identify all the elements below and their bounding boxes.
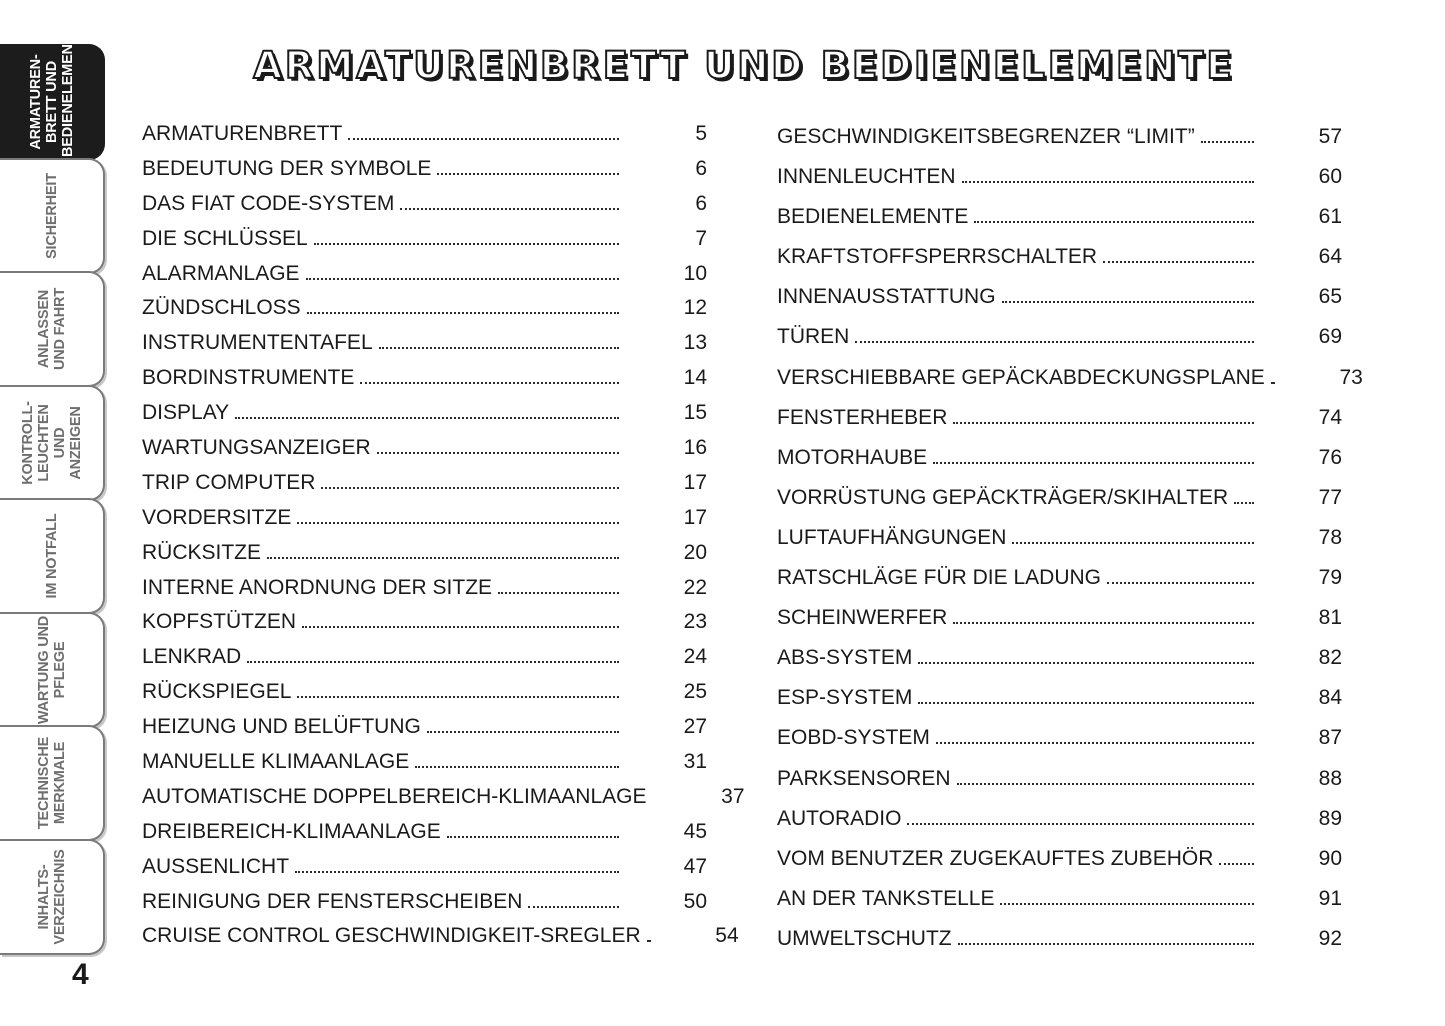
toc-entry[interactable]	[777, 678, 1342, 718]
toc-entry-title: EOBD-SYSTEM	[777, 726, 930, 750]
toc-entry[interactable]	[142, 675, 707, 710]
dot-leader	[415, 766, 619, 768]
dot-leader	[1103, 261, 1254, 263]
dot-leader	[302, 626, 619, 628]
toc-entry-page: 82	[1318, 646, 1342, 670]
toc-entry-title: TRIP COMPUTER	[142, 470, 316, 494]
toc-entry[interactable]	[142, 640, 707, 675]
dot-leader	[235, 417, 619, 419]
toc-entry[interactable]	[142, 605, 707, 640]
dot-leader	[295, 871, 619, 873]
toc-entry[interactable]	[777, 478, 1342, 518]
dot-leader	[437, 173, 619, 175]
toc-entry-title: HEIZUNG UND BELÜFTUNG	[142, 715, 421, 739]
toc-entry-page: 15	[683, 401, 707, 425]
toc-entry-page: 92	[1318, 926, 1342, 950]
dot-leader	[297, 522, 619, 524]
toc-entry-page: 54	[715, 924, 739, 948]
toc-entry[interactable]	[142, 152, 707, 187]
toc-entry-page: 73	[1339, 365, 1363, 389]
toc-entry-title: MOTORHAUBE	[777, 445, 928, 469]
dot-leader	[953, 422, 1254, 424]
toc-entry-page: 37	[721, 784, 745, 808]
toc-entry[interactable]	[777, 518, 1342, 558]
dot-leader	[314, 243, 619, 245]
toc-entry-page: 27	[683, 715, 707, 739]
toc-entry[interactable]	[777, 317, 1342, 357]
toc-entry-title: BORDINSTRUMENTE	[142, 366, 355, 390]
toc-entry[interactable]	[142, 745, 707, 780]
toc-entry[interactable]	[142, 850, 707, 885]
dot-leader	[1107, 582, 1254, 584]
tab-anlassen[interactable]	[0, 271, 105, 387]
toc-entry-page: 24	[683, 645, 707, 669]
toc-entry-title: BEDEUTUNG DER SYMBOLE	[142, 156, 432, 180]
toc-entry-title: KRAFTSTOFFSPERRSCHALTER	[777, 245, 1098, 269]
toc-entry-title: SCHEINWERFER	[777, 606, 948, 630]
toc-entry[interactable]	[777, 839, 1342, 879]
dot-leader	[400, 208, 619, 210]
toc-entry-title: CRUISE CONTROL GESCHWINDIGKEIT-SREGLER	[142, 924, 641, 948]
toc-entry[interactable]	[777, 879, 1342, 919]
toc-entry-title: GESCHWINDIGKEITSBEGRENZER “LIMIT”	[777, 125, 1195, 148]
toc-entry-title: INNENAUSSTATTUNG	[777, 285, 996, 309]
toc-entry[interactable]	[777, 358, 1363, 398]
dot-leader	[379, 347, 619, 349]
dot-leader	[307, 312, 619, 314]
toc-entry-page: 17	[683, 470, 707, 494]
toc-entry[interactable]	[777, 718, 1342, 758]
toc-entry[interactable]	[777, 558, 1342, 598]
toc-entry[interactable]	[777, 197, 1342, 237]
toc-entry-page: 74	[1318, 405, 1342, 429]
dot-leader	[933, 462, 1254, 464]
toc-entry-page: 12	[683, 296, 707, 320]
toc-entry-page: 17	[683, 505, 707, 529]
toc-entry[interactable]	[142, 780, 745, 815]
toc-entry-title: DISPLAY	[142, 401, 230, 425]
dot-leader	[974, 221, 1254, 223]
dot-leader	[377, 452, 619, 454]
dot-leader	[1002, 301, 1254, 303]
dot-leader	[918, 702, 1254, 704]
dot-leader	[1012, 542, 1254, 544]
dot-leader	[348, 138, 619, 140]
dot-leader	[1000, 903, 1254, 905]
toc-entry-page: 6	[695, 156, 707, 180]
toc-entry[interactable]	[777, 638, 1342, 678]
toc-entry-title: VORRÜSTUNG GEPÄCKTRÄGER/SKIHALTER	[777, 485, 1229, 509]
toc-entry[interactable]	[142, 885, 707, 920]
toc-entry-title: RÜCKSPIEGEL	[142, 680, 292, 704]
tab-label: ANLASSEN UND FAHRT	[35, 288, 68, 370]
toc-entry[interactable]	[142, 117, 707, 152]
toc-entry-page: 45	[683, 819, 707, 843]
toc-entry-title: RÜCKSITZE	[142, 540, 262, 564]
toc-entry[interactable]	[777, 398, 1342, 438]
toc-entry-page: 10	[683, 261, 707, 285]
toc-entry-title: LUFTAUFHÄNGUNGEN	[777, 525, 1007, 549]
toc-entry-title: TÜREN	[777, 325, 850, 349]
toc-entry-title: MANUELLE KLIMAANLAGE	[142, 750, 410, 774]
toc-entry-page: 88	[1318, 766, 1342, 790]
toc-entry-title: ALARMANLAGE	[142, 261, 300, 285]
dot-leader	[936, 742, 1254, 744]
dot-leader	[321, 487, 619, 489]
toc-entry-page: 23	[683, 610, 707, 634]
tab-kontroll[interactable]	[0, 385, 105, 501]
tab-inhalt[interactable]	[0, 839, 105, 955]
toc-entry-title: DIE SCHLÜSSEL	[142, 226, 308, 250]
toc-entry-page: 76	[1318, 445, 1342, 469]
toc-entry-page: 57	[1318, 125, 1342, 148]
toc-entry-page: 16	[683, 436, 707, 460]
toc-entry-title: VOM BENUTZER ZUGEKAUFTES ZUBEHÖR	[777, 846, 1214, 870]
tab-technische[interactable]	[0, 725, 105, 841]
toc-entry-title: ESP-SYSTEM	[777, 686, 913, 710]
toc-entry-page: 91	[1318, 886, 1342, 910]
toc-entry-page: 78	[1318, 525, 1342, 549]
dot-leader	[247, 661, 619, 663]
toc-entry-page: 60	[1318, 165, 1342, 189]
toc-entry[interactable]	[142, 501, 707, 536]
toc-entry[interactable]	[142, 257, 707, 292]
toc-entry-page: 65	[1318, 285, 1342, 309]
tab-label: SICHERHEIT	[43, 172, 60, 259]
toc-entry-title: KOPFSTÜTZEN	[142, 610, 297, 634]
toc-entry-page: 7	[695, 226, 707, 250]
toc-entry-title: ARMATURENBRETT	[142, 122, 343, 145]
toc-entry-page: 81	[1318, 606, 1342, 630]
toc-entry[interactable]	[142, 710, 707, 745]
dot-leader	[918, 662, 1254, 664]
toc-entry-page: 31	[683, 750, 707, 774]
toc-entry-title: AUTOMATISCHE DOPPELBEREICH-KLIMAANLAGE	[142, 784, 647, 808]
toc-entry-title: AUSSENLICHT	[142, 854, 290, 878]
toc-entry[interactable]	[142, 536, 707, 571]
toc-entry[interactable]	[777, 799, 1342, 839]
tab-sicherheit[interactable]	[0, 158, 105, 274]
toc-entry-title: VERSCHIEBBARE GEPÄCKABDECKUNGSPLANE	[777, 365, 1265, 389]
dot-leader	[957, 783, 1255, 785]
toc-entry[interactable]	[777, 919, 1342, 959]
toc-entry-title: FENSTERHEBER	[777, 405, 948, 429]
toc-entry-page: 50	[683, 889, 707, 913]
dot-leader	[1219, 863, 1254, 865]
toc-entry-title: VORDERSITZE	[142, 505, 292, 529]
toc-entry-title: ABS-SYSTEM	[777, 646, 913, 670]
toc-entry[interactable]	[142, 466, 707, 501]
toc-entry-title: WARTUNGSANZEIGER	[142, 436, 371, 460]
toc-entry[interactable]	[142, 187, 707, 222]
toc-entry-title: REINIGUNG DER FENSTERSCHEIBEN	[142, 889, 523, 913]
toc-entry-title: ZÜNDSCHLOSS	[142, 296, 301, 320]
dot-leader	[297, 696, 619, 698]
toc-entry-title: DAS FIAT CODE-SYSTEM	[142, 191, 395, 215]
toc-entry-title: INSTRUMENTENTAFEL	[142, 331, 373, 355]
tab-armaturenbrett[interactable]	[0, 26, 105, 160]
toc-entry-title: PARKSENSOREN	[777, 766, 951, 790]
dot-leader	[653, 801, 657, 803]
dot-leader	[907, 823, 1254, 825]
toc-entry-page: 90	[1318, 846, 1342, 870]
dot-leader	[267, 557, 619, 559]
toc-entry[interactable]	[777, 157, 1342, 197]
dot-leader	[1234, 502, 1254, 504]
toc-entry-page: 77	[1318, 485, 1342, 509]
toc-entry[interactable]	[777, 438, 1342, 478]
toc-entry[interactable]	[142, 431, 707, 466]
toc-entry-page: 25	[683, 680, 707, 704]
dot-leader	[427, 731, 619, 733]
tab-wartung[interactable]	[0, 612, 105, 728]
tab-label: INHALTS- VERZEICHNIS	[35, 848, 68, 945]
toc-entry-page: 6	[695, 191, 707, 215]
toc-entry-page: 69	[1318, 325, 1342, 349]
dot-leader	[1201, 141, 1254, 143]
toc-entry[interactable]	[777, 237, 1342, 277]
toc-entry-page: 87	[1318, 726, 1342, 750]
toc-entry-page: 5	[695, 122, 707, 145]
toc-entry-page: 64	[1318, 245, 1342, 269]
toc-entry[interactable]	[142, 815, 707, 850]
dot-leader	[528, 906, 619, 908]
toc-entry-title: RATSCHLÄGE FÜR DIE LADUNG	[777, 566, 1101, 590]
toc-entry[interactable]	[142, 222, 707, 257]
toc-entry-page: 14	[683, 366, 707, 390]
toc-entry-page: 13	[683, 331, 707, 355]
tab-label: ARMATUREN- BRETT UND BEDIENELEMENTE	[27, 26, 76, 157]
tab-notfall[interactable]	[0, 498, 105, 614]
toc-entry[interactable]	[777, 117, 1342, 157]
dot-leader	[855, 341, 1254, 343]
toc-entry[interactable]	[777, 759, 1342, 799]
toc-entry[interactable]	[777, 598, 1342, 638]
toc-entry-page: 84	[1318, 686, 1342, 710]
dot-leader	[953, 622, 1254, 624]
toc-entry[interactable]	[142, 291, 707, 326]
dot-leader	[498, 592, 619, 594]
toc-entry-title: INNENLEUCHTEN	[777, 165, 956, 189]
toc-entry-title: UMWELTSCHUTZ	[777, 926, 952, 950]
tab-label: IM NOTFALL	[43, 513, 60, 599]
toc-entry-title: AUTORADIO	[777, 806, 902, 830]
toc-entry-page: 79	[1318, 566, 1342, 590]
toc-left-column	[142, 117, 745, 954]
dot-leader	[306, 278, 619, 280]
toc-entry-title: DREIBEREICH-KLIMAANLAGE	[142, 819, 441, 843]
toc-entry[interactable]	[777, 277, 1342, 317]
toc-entry[interactable]	[142, 326, 707, 361]
toc-right-column	[777, 117, 1363, 959]
toc-entry-page: 89	[1318, 806, 1342, 830]
dot-leader	[447, 836, 619, 838]
page-title: ARMATURENBRETT UND BEDIENELEMENTE	[253, 44, 1235, 87]
dot-leader	[958, 943, 1254, 945]
toc-entry-title: INTERNE ANORDNUNG DER SITZE	[142, 575, 493, 599]
toc-entry-title: AN DER TANKSTELLE	[777, 886, 995, 910]
dot-leader	[962, 181, 1254, 183]
tab-label: WARTUNG UND PFLEGE	[35, 615, 68, 724]
toc-entry[interactable]	[142, 919, 739, 954]
tab-label: TECHNISCHE MERKMALE	[35, 736, 68, 830]
dot-leader	[360, 382, 619, 384]
toc-entry-page: 20	[683, 540, 707, 564]
toc-entry[interactable]	[142, 361, 707, 396]
toc-entry-page: 61	[1318, 205, 1342, 229]
toc-entry-page: 22	[683, 575, 707, 599]
toc-entry-page: 47	[683, 854, 707, 878]
tab-label: KONTROLL- LEUCHTEN UND ANZEIGEN	[19, 400, 84, 485]
page-number: 4	[72, 958, 89, 991]
toc-entry-title: LENKRAD	[142, 645, 242, 669]
toc-entry[interactable]	[142, 396, 707, 431]
toc-entry[interactable]	[142, 571, 707, 606]
toc-entry-title: BEDIENELEMENTE	[777, 205, 969, 229]
dot-leader	[1271, 382, 1275, 384]
dot-leader	[647, 940, 651, 942]
